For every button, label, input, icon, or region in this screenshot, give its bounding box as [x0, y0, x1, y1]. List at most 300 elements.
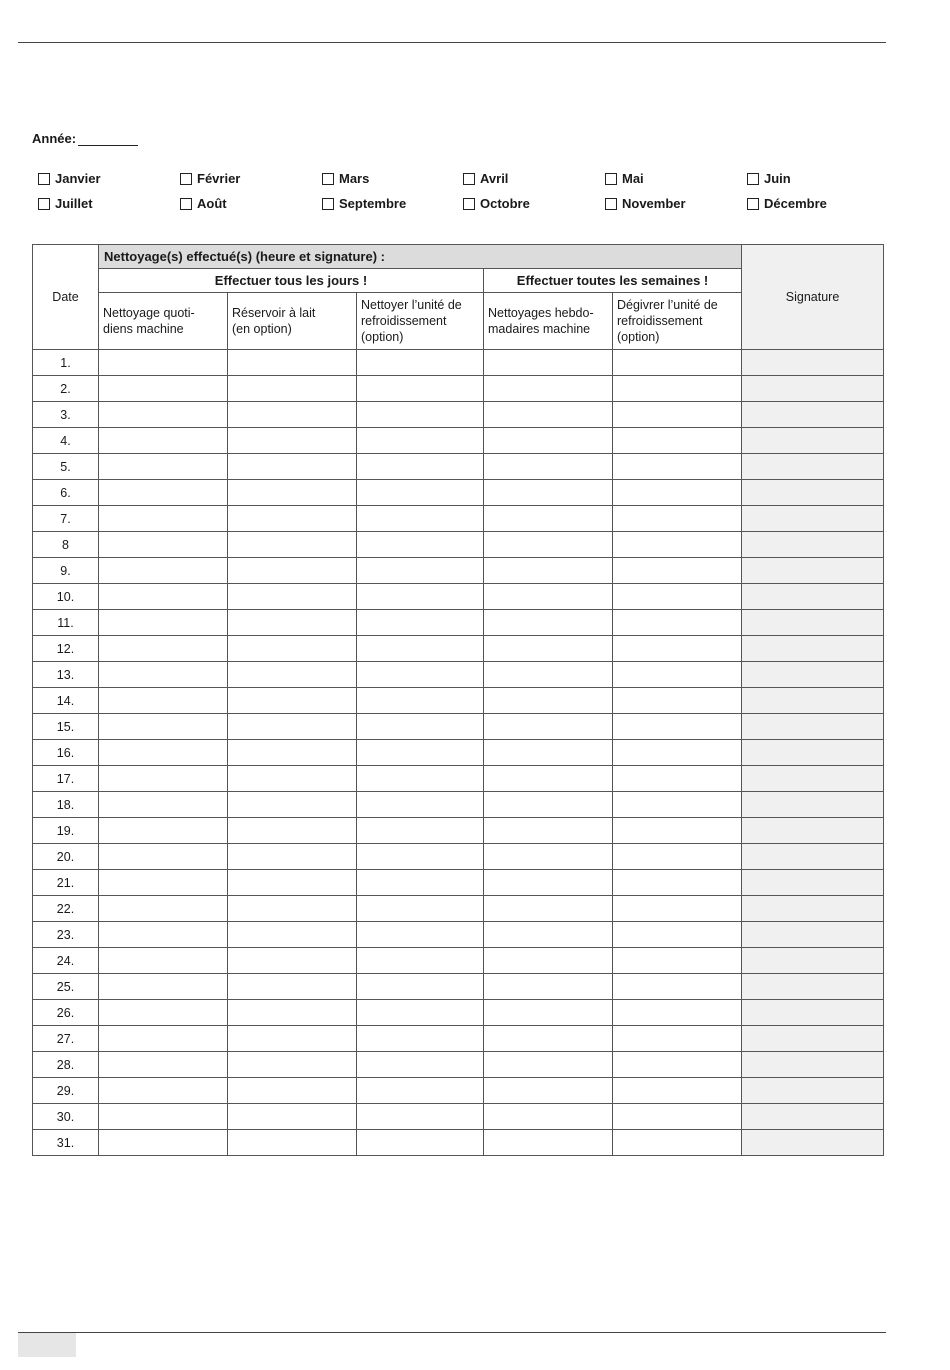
month-checkbox[interactable] [605, 171, 644, 186]
entry-cell[interactable] [613, 480, 742, 506]
signature-cell[interactable] [742, 974, 884, 1000]
entry-cell[interactable] [613, 818, 742, 844]
table-row [33, 454, 884, 480]
entry-cell[interactable] [228, 870, 357, 896]
column-header-line: madaires machine [488, 322, 591, 336]
entry-cell[interactable] [228, 532, 357, 558]
row-date-number: 12. [33, 636, 99, 662]
signature-cell[interactable] [742, 1026, 884, 1052]
month-checkbox[interactable] [747, 171, 791, 186]
entry-cell[interactable] [99, 1052, 228, 1078]
entry-cell[interactable] [228, 402, 357, 428]
entry-cell[interactable] [484, 1130, 613, 1156]
month-label: Septembre [339, 196, 407, 211]
signature-cell[interactable] [742, 662, 884, 688]
entry-cell[interactable] [484, 1104, 613, 1130]
entry-cell[interactable] [613, 662, 742, 688]
entry-cell[interactable] [357, 948, 484, 974]
row-date-number: 10. [33, 584, 99, 610]
month-checkbox[interactable] [747, 196, 827, 211]
entry-cell[interactable] [613, 350, 742, 376]
entry-cell[interactable] [484, 1078, 613, 1104]
entry-cell[interactable] [357, 714, 484, 740]
row-date-number: 23. [33, 922, 99, 948]
entry-cell[interactable] [228, 714, 357, 740]
cleaning-log-table [32, 244, 884, 1156]
entry-cell[interactable] [99, 1130, 228, 1156]
entry-cell[interactable] [357, 870, 484, 896]
entry-cell[interactable] [357, 1130, 484, 1156]
table-row [33, 610, 884, 636]
entry-cell[interactable] [613, 948, 742, 974]
month-label: November [622, 196, 686, 211]
entry-cell[interactable] [99, 792, 228, 818]
table-row [33, 506, 884, 532]
entry-cell[interactable] [99, 350, 228, 376]
entry-cell[interactable] [228, 740, 357, 766]
signature-cell[interactable] [742, 558, 884, 584]
signature-cell[interactable] [742, 428, 884, 454]
entry-cell[interactable] [357, 1000, 484, 1026]
entry-cell[interactable] [99, 844, 228, 870]
signature-cell[interactable] [742, 376, 884, 402]
entry-cell[interactable] [99, 896, 228, 922]
entry-cell[interactable] [99, 376, 228, 402]
column-header-line: Dégivrer l’unité de [617, 298, 718, 312]
row-date-number: 29. [33, 1078, 99, 1104]
month-checkbox[interactable] [38, 171, 101, 186]
year-label: Année: [32, 131, 77, 146]
table-row [33, 402, 884, 428]
signature-cell[interactable] [742, 506, 884, 532]
row-date-number: 26. [33, 1000, 99, 1026]
column-header-line: refroidissement [361, 314, 447, 328]
table-row [33, 714, 884, 740]
month-label: Décembre [764, 196, 827, 211]
entry-cell[interactable] [228, 792, 357, 818]
month-checkbox[interactable] [180, 171, 240, 186]
entry-cell[interactable] [228, 1052, 357, 1078]
column-header [228, 293, 357, 350]
bottom-rule [18, 1332, 886, 1333]
entry-cell[interactable] [357, 922, 484, 948]
entry-cell[interactable] [99, 558, 228, 584]
entry-cell[interactable] [484, 532, 613, 558]
entry-cell[interactable] [228, 844, 357, 870]
entry-cell[interactable] [613, 792, 742, 818]
signature-cell[interactable] [742, 532, 884, 558]
entry-cell[interactable] [613, 714, 742, 740]
entry-cell[interactable] [613, 870, 742, 896]
signature-cell[interactable] [742, 1104, 884, 1130]
entry-cell[interactable] [357, 350, 484, 376]
entry-cell[interactable] [357, 844, 484, 870]
signature-cell[interactable] [742, 818, 884, 844]
entry-cell[interactable] [484, 792, 613, 818]
column-header [613, 293, 742, 350]
page-number-tab [18, 1333, 76, 1357]
table-row [33, 1130, 884, 1156]
entry-cell[interactable] [613, 558, 742, 584]
entry-cell[interactable] [99, 584, 228, 610]
entry-cell[interactable] [484, 714, 613, 740]
month-label: Juillet [55, 196, 93, 211]
table-row [33, 636, 884, 662]
table-row [33, 844, 884, 870]
table-row [33, 350, 884, 376]
row-date-number: 6. [33, 480, 99, 506]
entry-cell[interactable] [99, 922, 228, 948]
signature-cell[interactable] [742, 948, 884, 974]
entry-cell[interactable] [484, 558, 613, 584]
entry-cell[interactable] [228, 766, 357, 792]
entry-cell[interactable] [613, 532, 742, 558]
month-checkbox[interactable] [180, 196, 227, 211]
signature-cell[interactable] [742, 714, 884, 740]
signature-cell[interactable] [742, 1052, 884, 1078]
signature-cell[interactable] [742, 688, 884, 714]
month-label: Août [197, 196, 227, 211]
entry-cell[interactable] [99, 1000, 228, 1026]
row-date-number: 27. [33, 1026, 99, 1052]
entry-cell[interactable] [613, 376, 742, 402]
entry-cell[interactable] [357, 480, 484, 506]
entry-cell[interactable] [613, 1000, 742, 1026]
signature-cell[interactable] [742, 402, 884, 428]
checkbox-box[interactable] [747, 198, 759, 210]
row-date-number: 2. [33, 376, 99, 402]
entry-cell[interactable] [228, 1026, 357, 1052]
entry-cell[interactable] [357, 532, 484, 558]
entry-cell[interactable] [613, 584, 742, 610]
entry-cell[interactable] [613, 688, 742, 714]
checkbox-box[interactable] [322, 198, 334, 210]
entry-cell[interactable] [99, 454, 228, 480]
month-checkbox[interactable] [463, 196, 530, 211]
month-label: Mars [339, 171, 370, 186]
column-header-line: Nettoyer l’unité de [361, 298, 462, 312]
month-checkbox[interactable] [605, 196, 686, 211]
signature-cell[interactable] [742, 870, 884, 896]
entry-cell[interactable] [99, 1104, 228, 1130]
row-date-number: 16. [33, 740, 99, 766]
cleaning-header: Nettoyage(s) effectué(s) (heure et signature) : [99, 245, 742, 269]
column-header-line: Nettoyage quoti- [103, 306, 195, 320]
entry-cell[interactable] [357, 1104, 484, 1130]
entry-cell[interactable] [484, 480, 613, 506]
entry-cell[interactable] [228, 896, 357, 922]
entry-cell[interactable] [357, 376, 484, 402]
entry-cell[interactable] [484, 766, 613, 792]
entry-cell[interactable] [357, 428, 484, 454]
entry-cell[interactable] [99, 402, 228, 428]
entry-cell[interactable] [484, 454, 613, 480]
entry-cell[interactable] [357, 506, 484, 532]
entry-cell[interactable] [484, 922, 613, 948]
entry-cell[interactable] [484, 948, 613, 974]
entry-cell[interactable] [228, 506, 357, 532]
row-date-number: 31. [33, 1130, 99, 1156]
table-row [33, 974, 884, 1000]
entry-cell[interactable] [99, 870, 228, 896]
row-date-number: 13. [33, 662, 99, 688]
entry-cell[interactable] [357, 1052, 484, 1078]
entry-cell[interactable] [484, 610, 613, 636]
entry-cell[interactable] [357, 402, 484, 428]
month-label: Février [197, 171, 241, 186]
entry-cell[interactable] [484, 636, 613, 662]
entry-cell[interactable] [484, 428, 613, 454]
signature-cell[interactable] [742, 636, 884, 662]
entry-cell[interactable] [228, 480, 357, 506]
table-row [33, 1078, 884, 1104]
entry-cell[interactable] [99, 974, 228, 1000]
entry-cell[interactable] [99, 714, 228, 740]
entry-cell[interactable] [228, 1000, 357, 1026]
weekly-header: Effectuer toutes les semaines ! [484, 269, 742, 293]
entry-cell[interactable] [357, 688, 484, 714]
entry-cell[interactable] [228, 350, 357, 376]
entry-cell[interactable] [228, 948, 357, 974]
table-row [33, 1104, 884, 1130]
signature-cell[interactable] [742, 454, 884, 480]
row-date-number: 7. [33, 506, 99, 532]
entry-cell[interactable] [484, 662, 613, 688]
row-date-number: 24. [33, 948, 99, 974]
row-date-number: 3. [33, 402, 99, 428]
month-checkbox[interactable] [322, 196, 406, 211]
entry-cell[interactable] [357, 1078, 484, 1104]
column-header-line: (option) [361, 330, 404, 344]
entry-cell[interactable] [357, 454, 484, 480]
entry-cell[interactable] [484, 740, 613, 766]
row-date-number: 19. [33, 818, 99, 844]
entry-cell[interactable] [484, 818, 613, 844]
table-row [33, 766, 884, 792]
entry-cell[interactable] [228, 1130, 357, 1156]
entry-cell[interactable] [613, 1026, 742, 1052]
entry-cell[interactable] [613, 506, 742, 532]
entry-cell[interactable] [228, 558, 357, 584]
checkbox-box[interactable] [463, 198, 475, 210]
entry-cell[interactable] [228, 376, 357, 402]
entry-cell[interactable] [99, 480, 228, 506]
table-row [33, 480, 884, 506]
entry-cell[interactable] [613, 636, 742, 662]
entry-cell[interactable] [228, 636, 357, 662]
entry-cell[interactable] [613, 1130, 742, 1156]
year-field [32, 129, 138, 146]
month-label: Juin [764, 171, 791, 186]
column-header-line: (option) [617, 330, 660, 344]
entry-cell[interactable] [613, 454, 742, 480]
table-row [33, 558, 884, 584]
entry-cell[interactable] [484, 1052, 613, 1078]
entry-cell[interactable] [357, 1026, 484, 1052]
table-row [33, 740, 884, 766]
signature-cell[interactable] [742, 1130, 884, 1156]
checkbox-box[interactable] [322, 173, 334, 185]
signature-cell[interactable] [742, 1000, 884, 1026]
row-date-number: 8 [33, 532, 99, 558]
row-date-number: 20. [33, 844, 99, 870]
row-date-number: 4. [33, 428, 99, 454]
column-header [357, 293, 484, 350]
entry-cell[interactable] [357, 662, 484, 688]
signature-cell[interactable] [742, 610, 884, 636]
row-date-number: 21. [33, 870, 99, 896]
entry-cell[interactable] [613, 1052, 742, 1078]
checkbox-box[interactable] [605, 198, 617, 210]
entry-cell[interactable] [228, 662, 357, 688]
entry-cell[interactable] [99, 662, 228, 688]
month-checkbox[interactable] [322, 171, 369, 186]
top-rule [18, 42, 886, 43]
entry-cell[interactable] [613, 844, 742, 870]
entry-cell[interactable] [357, 766, 484, 792]
entry-cell[interactable] [99, 636, 228, 662]
month-label: Mai [622, 171, 644, 186]
month-label: Janvier [55, 171, 101, 186]
table-row [33, 896, 884, 922]
entry-cell[interactable] [484, 688, 613, 714]
month-checkboxes [38, 171, 898, 221]
entry-cell[interactable] [613, 428, 742, 454]
entry-cell[interactable] [484, 376, 613, 402]
entry-cell[interactable] [228, 1078, 357, 1104]
entry-cell[interactable] [99, 688, 228, 714]
entry-cell[interactable] [99, 1078, 228, 1104]
entry-cell[interactable] [99, 948, 228, 974]
entry-cell[interactable] [484, 402, 613, 428]
checkbox-box[interactable] [605, 173, 617, 185]
entry-cell[interactable] [613, 766, 742, 792]
entry-cell[interactable] [357, 584, 484, 610]
entry-cell[interactable] [484, 896, 613, 922]
checkbox-box[interactable] [180, 173, 192, 185]
table-row [33, 532, 884, 558]
checkbox-box[interactable] [463, 173, 475, 185]
entry-cell[interactable] [484, 870, 613, 896]
table-row [33, 428, 884, 454]
date-header: Date [33, 245, 99, 350]
month-checkbox[interactable] [463, 171, 508, 186]
checkbox-box[interactable] [38, 173, 50, 185]
entry-cell[interactable] [99, 1026, 228, 1052]
entry-cell[interactable] [99, 740, 228, 766]
table-row [33, 870, 884, 896]
signature-cell[interactable] [742, 350, 884, 376]
entry-cell[interactable] [484, 1000, 613, 1026]
entry-cell[interactable] [228, 454, 357, 480]
entry-cell[interactable] [357, 792, 484, 818]
entry-cell[interactable] [613, 896, 742, 922]
table-row [33, 688, 884, 714]
entry-cell[interactable] [228, 688, 357, 714]
table-row [33, 948, 884, 974]
month-label: Avril [480, 171, 509, 186]
month-checkbox[interactable] [38, 196, 93, 211]
signature-cell[interactable] [742, 896, 884, 922]
row-date-number: 30. [33, 1104, 99, 1130]
signature-cell[interactable] [742, 766, 884, 792]
entry-cell[interactable] [484, 584, 613, 610]
entry-cell[interactable] [228, 922, 357, 948]
row-date-number: 28. [33, 1052, 99, 1078]
entry-cell[interactable] [613, 610, 742, 636]
entry-cell[interactable] [357, 818, 484, 844]
signature-header: Signature [742, 245, 884, 350]
entry-cell[interactable] [99, 428, 228, 454]
checkbox-box[interactable] [180, 198, 192, 210]
entry-cell[interactable] [357, 740, 484, 766]
entry-cell[interactable] [613, 740, 742, 766]
entry-cell[interactable] [228, 610, 357, 636]
entry-cell[interactable] [99, 766, 228, 792]
row-date-number: 18. [33, 792, 99, 818]
entry-cell[interactable] [357, 636, 484, 662]
entry-cell[interactable] [484, 974, 613, 1000]
signature-cell[interactable] [742, 922, 884, 948]
table-row [33, 1000, 884, 1026]
entry-cell[interactable] [357, 610, 484, 636]
entry-cell[interactable] [484, 844, 613, 870]
column-header-line: refroidissement [617, 314, 703, 328]
column-header-line: Réservoir à lait [232, 306, 316, 320]
entry-cell[interactable] [99, 506, 228, 532]
entry-cell[interactable] [484, 1026, 613, 1052]
entry-cell[interactable] [99, 610, 228, 636]
signature-cell[interactable] [742, 740, 884, 766]
entry-cell[interactable] [228, 974, 357, 1000]
column-header-line: diens machine [103, 322, 184, 336]
entry-cell[interactable] [228, 1104, 357, 1130]
month-label: Octobre [480, 196, 530, 211]
entry-cell[interactable] [228, 584, 357, 610]
entry-cell[interactable] [613, 1078, 742, 1104]
entry-cell[interactable] [484, 506, 613, 532]
entry-cell[interactable] [484, 350, 613, 376]
entry-cell[interactable] [357, 558, 484, 584]
entry-cell[interactable] [613, 1104, 742, 1130]
column-header-line: (en option) [232, 322, 292, 336]
signature-cell[interactable] [742, 792, 884, 818]
table-row [33, 376, 884, 402]
table-row [33, 1026, 884, 1052]
entry-cell[interactable] [357, 974, 484, 1000]
row-date-number: 11. [33, 610, 99, 636]
table-row [33, 792, 884, 818]
signature-cell[interactable] [742, 584, 884, 610]
year-input-line[interactable] [78, 129, 138, 146]
column-header [484, 293, 613, 350]
entry-cell[interactable] [99, 818, 228, 844]
entry-cell[interactable] [613, 922, 742, 948]
signature-cell[interactable] [742, 1078, 884, 1104]
row-date-number: 9. [33, 558, 99, 584]
table-row [33, 922, 884, 948]
entry-cell[interactable] [613, 402, 742, 428]
entry-cell[interactable] [99, 532, 228, 558]
checkbox-box[interactable] [38, 198, 50, 210]
entry-cell[interactable] [357, 896, 484, 922]
checkbox-box[interactable] [747, 173, 759, 185]
entry-cell[interactable] [613, 974, 742, 1000]
entry-cell[interactable] [228, 818, 357, 844]
signature-cell[interactable] [742, 844, 884, 870]
entry-cell[interactable] [228, 428, 357, 454]
signature-cell[interactable] [742, 480, 884, 506]
